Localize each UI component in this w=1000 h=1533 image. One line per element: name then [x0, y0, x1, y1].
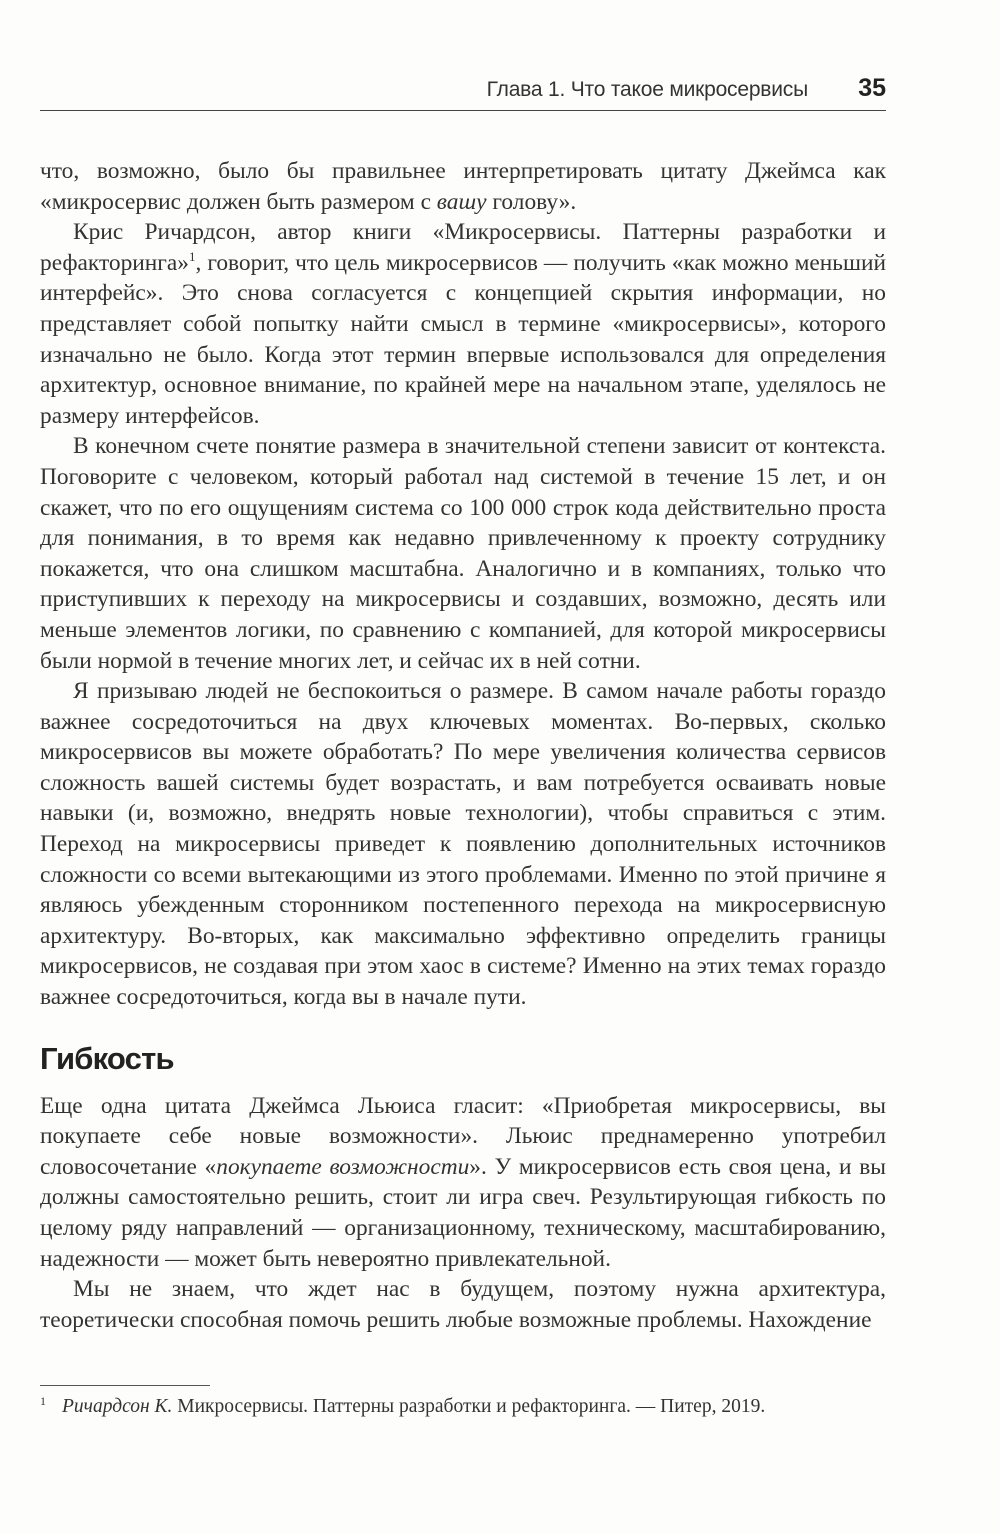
paragraph-2-text-a: Крис Ричардсон, автор книги «Микросервисы. Паттерны разработки и рефакторинга»: [40, 219, 886, 276]
paragraph-5-text-a: Еще одна цитата Джеймса Льюиса гласит: «Приобретая микросервисы, вы покупаете себе новые возможности». Льюис преднамеренно употребил словосочетание «: [40, 1092, 886, 1180]
chapter-title: Глава 1. Что такое микросервисы: [486, 78, 808, 101]
paragraph-4: Я призываю людей не беспокоиться о размере. В самом начале работы гораздо важнее сосредоточиться на двух ключевых моментах. Во-первых, сколько микросервисов вы можете обработать? По мере увеличения количества сервисов сложность вашей системы будет возрастать, и вам потребуется осваивать новые навыки (и, возможно, внедрять новые технологии), чтобы справиться с этим. Переход на микросервисы приведет к появлению дополнительных источников сложности со всеми вытекающими из этого проблемами. Именно по этой причине я являюсь убежденным сторонником постепенного перехода на микросервисную архитектуру. Во-вторых, как максимально эффективно определить границы микросервисов, не создавая при этом хаос в системе? Именно на этих темах гораздо важнее сосредоточиться, когда вы в начале пути.: [40, 678, 886, 1011]
page-number: 35: [858, 74, 886, 102]
paragraph-5: [40, 1091, 886, 1275]
footnote: 1 Ричардсон К. Микросервисы. Паттерны разработки и рефакторинга. — Питер, 2019.: [40, 1393, 766, 1417]
paragraph-1-emphasis: вашу: [436, 188, 487, 215]
paragraph-1-text-b: голову».: [486, 188, 577, 215]
section-heading: Гибкость: [40, 1040, 174, 1076]
paragraph-6: Мы не знаем, что ждет нас в будущем, поэтому нужна архитектура, теоретически способная помочь решить любые возможные проблемы. Нахождение: [40, 1276, 886, 1333]
paragraph-3: В конечном счете понятие размера в значительной степени зависит от контекста. Поговорите с человеком, который работал над системой в течение 15 лет, и он скажет, что по его ощущениям система со 100 000 строк кода действительно проста для понимания, в то время как недавно привлеченному к проекту сотруднику покажется, что она слишком масштабна. Аналогично и в компаниях, только что приступивших к переходу на микросервисы и создавших, возможно, десять или меньше элементов логики, по сравнению с компанией, для которой микросервисы были нормой в течение многих лет, и сейчас их в ней сотни.: [40, 433, 886, 674]
footnote-rule: [40, 1385, 210, 1386]
paragraph-1: [40, 156, 886, 217]
header-rule: [40, 110, 886, 111]
footnote-text: Микросервисы. Паттерны разработки и рефакторинга. — Питер, 2019.: [172, 1396, 766, 1417]
paragraph-2-text-b: , говорит, что цель микросервисов — получить «как можно меньший интерфейс». Это снова согласуется с концепцией скрытия информации, но представляет собой попытку найти смысл в термине «микросервисы», которого изначально не было. Когда этот термин впервые использовался для определения архитектур, основное внимание, по крайней мере на начальном этапе, уделялось не размеру интерфейсов.: [40, 249, 886, 429]
footnote-reference[interactable]: 1: [188, 248, 196, 264]
paragraph-5-emphasis: покупаете возможности: [216, 1153, 470, 1180]
paragraph-1-text-a: что, возможно, было бы правильнее интерпретировать цитату Джеймса как «микросервис должен быть размером с: [40, 158, 886, 215]
paragraph-2: [40, 217, 886, 431]
body-text: [40, 156, 886, 1335]
running-header: [40, 72, 886, 110]
footnote-author: Ричардсон К.: [62, 1396, 173, 1417]
paragraph-5-text-b: ». У микросервисов есть своя цена, и вы должны самостоятельно решить, стоит ли игра свеч. Результирующая гибкость по целому ряду направлений — организационному, техническому, масштабированию, надежности — может быть невероятно привлекательной.: [40, 1153, 887, 1272]
